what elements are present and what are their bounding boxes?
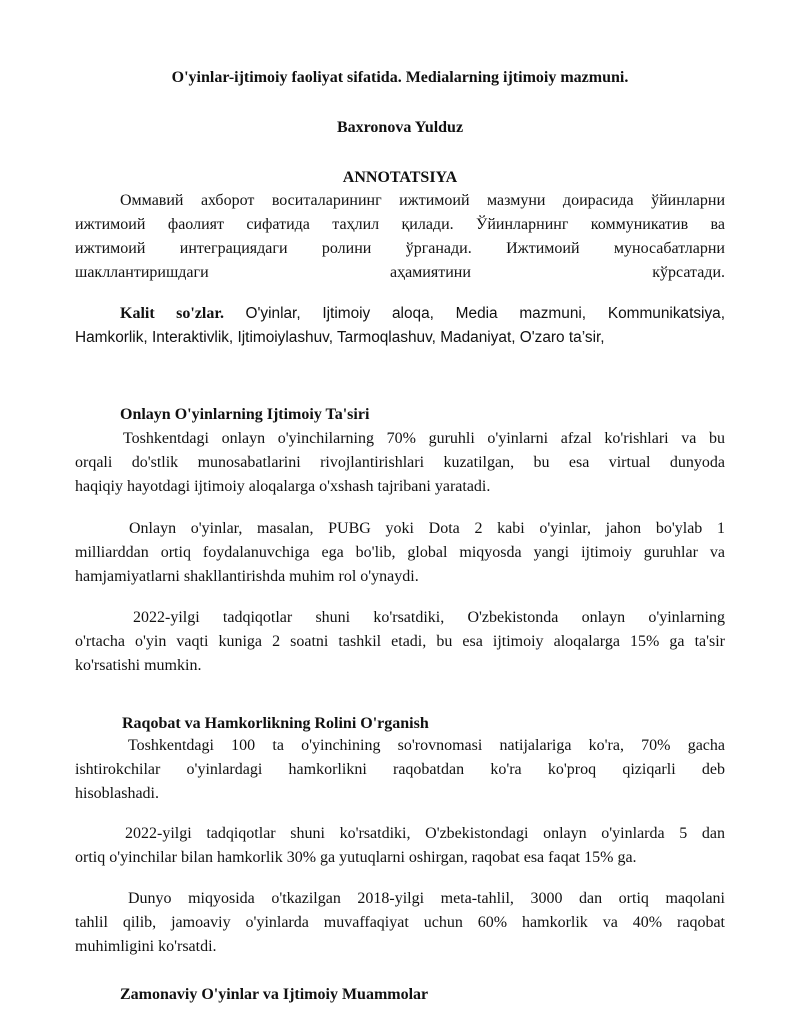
paragraph-line: hamjamiyatlarni shakllantirishda muhim rol o'ynaydi. (75, 568, 419, 585)
section-heading: Onlayn O'yinlarning Ijtimoiy Ta'siri (120, 406, 370, 423)
paragraph-line: ishtirokchilar o'yinlardagi hamkorlikni raqobatdan ko'ra ko'proq qiziqarli deb (75, 761, 725, 778)
paragraph-line: Onlayn o'yinlar, masalan, PUBG yoki Dota 2 kabi o'yinlar, jahon bo'ylab 1 (129, 520, 725, 537)
annotation-line: ижтимоий интеграциядаги ролини ўрганади. Ижтимоий муносабатларни (75, 240, 725, 257)
paragraph-line: muhimligini ko'rsatdi. (75, 938, 217, 955)
keywords-text: Hamkorlik, Interaktivlik, Ijtimoiylashuv, Tarmoqlashuv, Madaniyat, O'zaro ta’sir, (75, 329, 605, 346)
paragraph (75, 517, 725, 589)
annotation-body (75, 189, 725, 285)
paragraph-line: 2022-yilgi tadqiqotlar shuni ko'rsatdiki, O'zbekistonda onlayn o'yinlarning (133, 609, 725, 626)
paper-title: O'yinlar-ijtimoiy faoliyat sifatida. Medialarning ijtimoiy mazmuni. (171, 69, 629, 86)
paragraph-line: tahlil qilib, jamoaviy o'yinlarda muvaffaqiyat uchun 60% hamkorlik va 40% raqobat (75, 914, 725, 931)
paragraph (75, 822, 725, 870)
paragraph-line: haqiqiy hayotdagi ijtimoiy aloqalarga o'xshash tajribani yaratadi. (75, 478, 491, 495)
paragraph-line: orqali do'stlik munosabatlarini rivojlantirishlari kuzatilgan, bu esa virtual dunyoda (75, 454, 725, 471)
paragraph-line: hisoblashadi. (75, 785, 159, 802)
paragraph (75, 887, 725, 959)
keywords-text: O'yinlar, Ijtimoiy aloqa, Media mazmuni, Kommunikatsiya, (245, 305, 726, 322)
annotation-line: шакллантиришдаги аҳамиятини кўрсатади. (75, 264, 725, 281)
paragraph (75, 427, 725, 499)
author-name: Baxronova Yulduz (336, 119, 464, 136)
keywords-line (75, 302, 725, 326)
paragraph-line: Dunyo miqyosida o'tkazilgan 2018-yilgi meta-tahlil, 3000 dan ortiq maqolani (128, 890, 725, 907)
paragraph-line: Toshkentdagi onlayn o'yinchilarning 70% guruhli o'yinlarni afzal ko'rishlari va bu (123, 430, 725, 447)
paragraph-line: o'rtacha o'yin vaqti kuniga 2 soatni tashkil etadi, bu esa ijtimoiy aloqalarga 15% ga ta'sir (75, 633, 725, 650)
annotation-line: Оммавий ахборот воситаларининг ижтимоий мазмуни доирасида ўйинларни (120, 192, 725, 209)
paragraph-line: ko'rsatishi mumkin. (75, 657, 202, 674)
paragraph-line: Toshkentdagi 100 ta o'yinchining so'rovnomasi natijalariga ko'ra, 70% gacha (128, 737, 725, 754)
keywords-label: Kalit so'zlar. (120, 305, 224, 322)
paragraph-line: ortiq o'yinchilar bilan hamkorlik 30% ga yutuqlarni oshirgan, raqobat esa faqat 15% ga. (75, 849, 637, 866)
paragraph-line: milliarddan ortiq foydalanuvchiga ega bo'lib, global miqyosda yangi ijtimoiy guruhlar va (75, 544, 725, 561)
paragraph (75, 606, 725, 678)
paragraph-line: 2022-yilgi tadqiqotlar shuni ko'rsatdiki, O'zbekistondagi onlayn o'yinlarda 5 dan (125, 825, 725, 842)
annotation-heading: ANNOTATSIYA (342, 169, 458, 186)
annotation-line: ижтимоий фаолият сифатида таҳлил қилади. Ўйинларнинг коммуникатив ва (75, 216, 725, 233)
keywords-block (75, 302, 725, 350)
paragraph (75, 734, 725, 806)
section-heading: Raqobat va Hamkorlikning Rolini O'rganish (122, 715, 429, 732)
section-heading: Zamonaviy O'yinlar va Ijtimoiy Muammolar (120, 986, 429, 1003)
